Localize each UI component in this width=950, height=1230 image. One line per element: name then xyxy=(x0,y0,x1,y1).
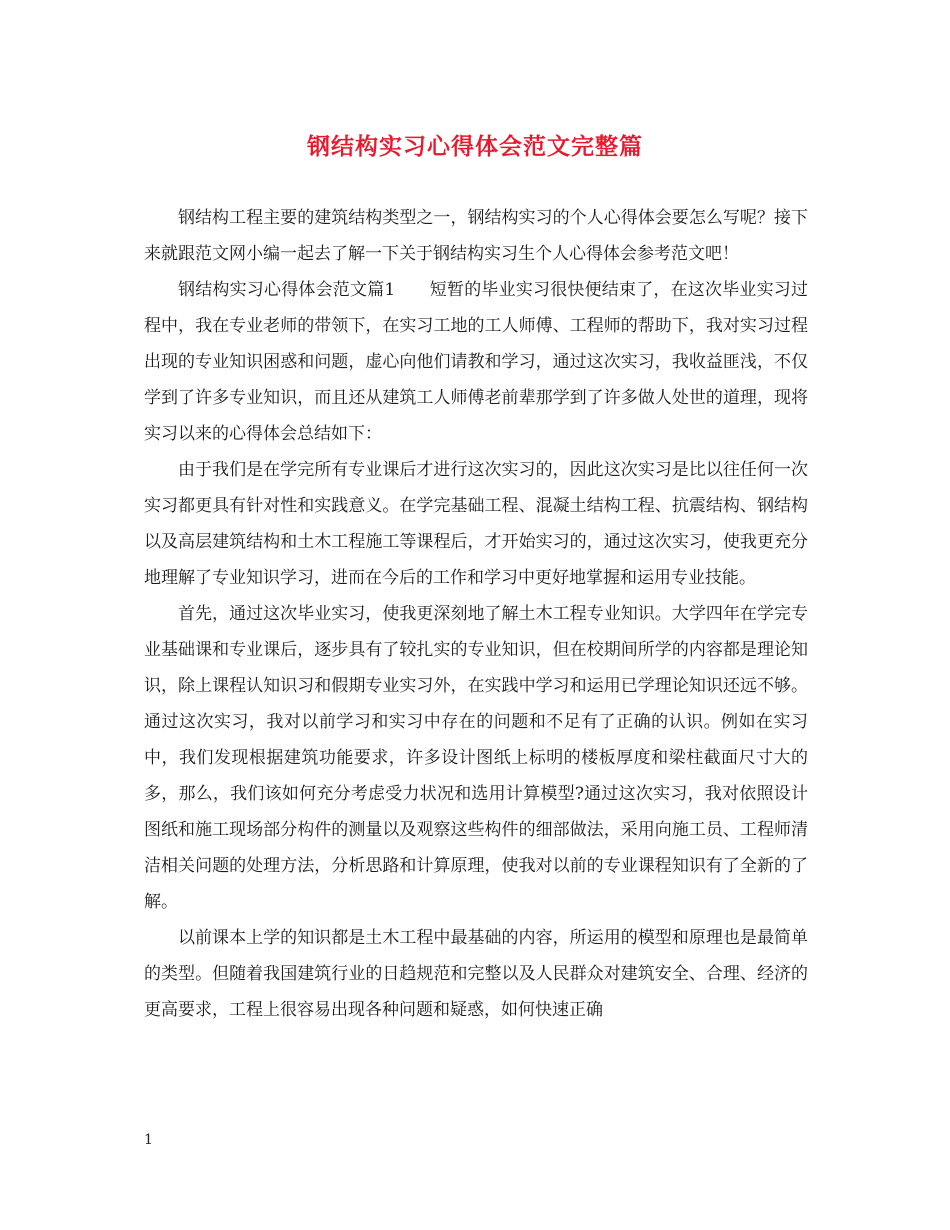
paragraph-2: 由于我们是在学完所有专业课后才进行这次实习的，因此这次实习是比以往任何一次实习都更具有针对性和实践意义。在学完基础工程、混凝土结构工程、抗震结构、钢结构以及高层建筑结构和土木工程施工等课程后，才开始实习的，通过这次实习，使我更充分地理解了专业知识学习，进而在今后的工作和学习中更好地掌握和运用专业技能。 xyxy=(144,460,808,588)
paragraph-1: 钢结构实习心得体会范文篇1 短暂的毕业实习很快便结束了，在这次毕业实习过程中，我在专业老师的带领下，在实习工地的工人师傅、工程师的帮助下，我对实习过程出现的专业知识困惑和问题，虚心向他们请教和学习，通过这次实习，我收益匪浅，不仅学到了许多专业知识，而且还从建筑工人师傅老前辈那学到了许多做人处世的道理，现将实习以来的心得体会总结如下： xyxy=(144,280,808,444)
document-title: 钢结构实习心得体会范文完整篇 xyxy=(307,133,643,160)
paragraph-4: 以前课本上学的知识都是土木工程中最基础的内容，所运用的模型和原理也是最简单的类型。但随着我国建筑行业的日趋规范和完整以及人民群众对建筑安全、合理、经济的更高要求，工程上很容易出现各种问题和疑惑，如何快速正确 xyxy=(144,928,808,1020)
page-number: 1 xyxy=(144,1132,153,1148)
document-body xyxy=(144,200,808,1028)
paragraph-3: 首先，通过这次毕业实习，使我更深刻地了解土木工程专业知识。大学四年在学完专业基础课和专业课后，逐步具有了较扎实的专业知识，但在校期间所学的内容都是理论知识，除上课程认知识习和假期专业实习外，在实践中学习和运用已学理论知识还远不够。通过这次实习，我对以前学习和实习中存在的问题和不足有了正确的认识。例如在实习中，我们发现根据建筑功能要求，许多设计图纸上标明的楼板厚度和梁柱截面尺寸大的多，那么，我们该如何充分考虑受力状况和选用计算模型?通过这次实习，我对依照设计图纸和施工现场部分构件的测量以及观察这些构件的细部做法，采用向施工员、工程师清洁相关问题的处理方法，分析思路和计算原理，使我对以前的专业课程知识有了全新的了解。 xyxy=(144,604,808,912)
paragraph-intro: 钢结构工程主要的建筑结构类型之一，钢结构实习的个人心得体会要怎么写呢？接下来就跟范文网小编一起去了解一下关于钢结构实习生个人心得体会参考范文吧！ xyxy=(144,208,808,264)
